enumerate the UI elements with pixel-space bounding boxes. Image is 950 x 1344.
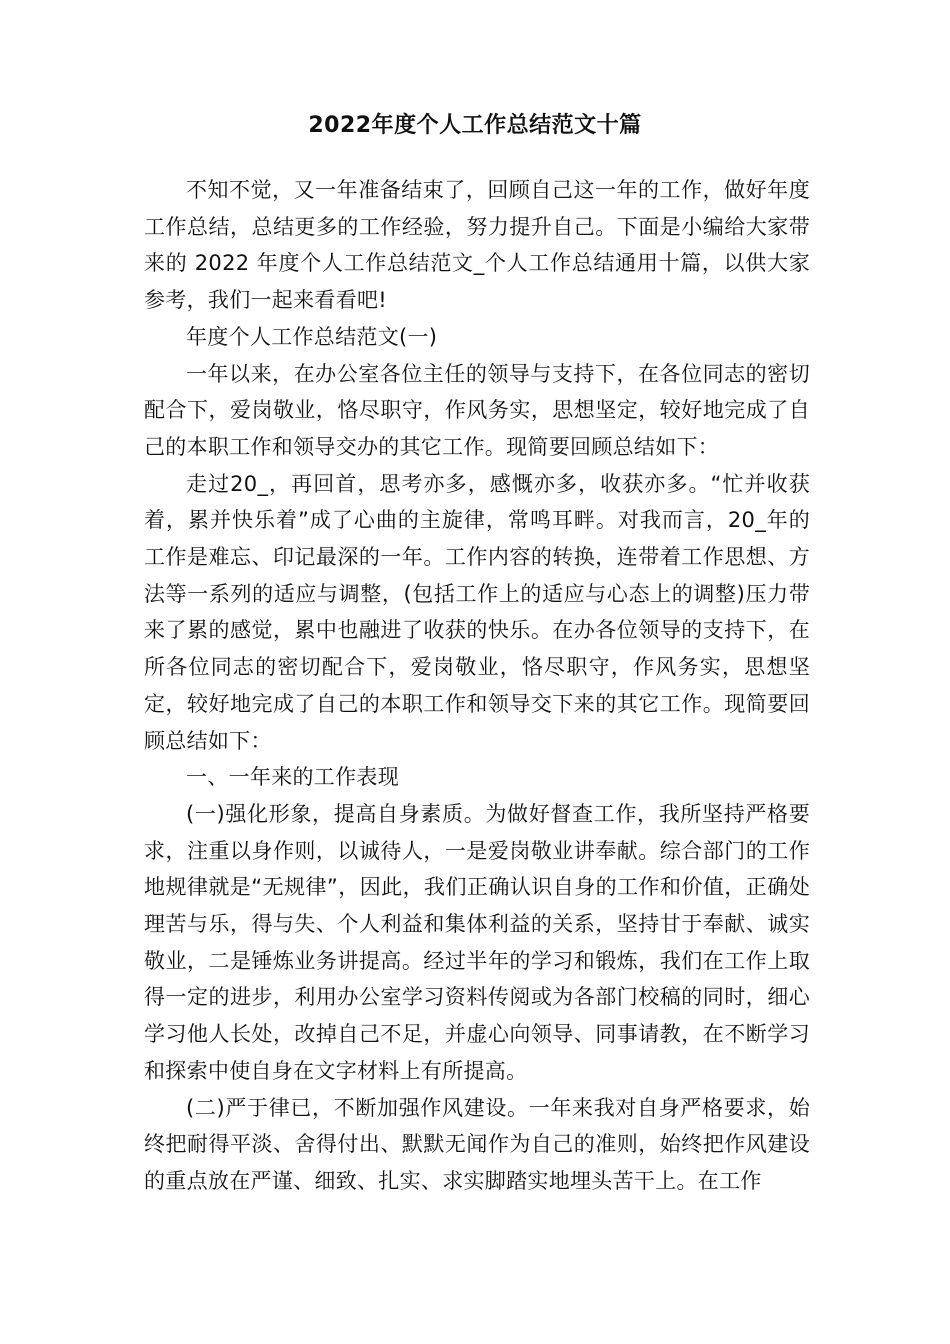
paragraph: 一年以来，在办公室各位主任的领导与支持下，在各位同志的密切配合下，爱岗敬业，恪尽职守，作风务实，思想坚定，较好地完成了自己的本职工作和领导交办的其它工作。现简要回顾总结如下： — [144, 361, 810, 459]
subsection-heading: 一、一年来的工作表现 — [186, 765, 399, 790]
section-heading: 年度个人工作总结范文(一) — [186, 324, 438, 349]
paragraph: (二)严于律已，不断加强作风建设。一年来我对自身严格要求，始终把耐得平淡、舍得付出、默默无闻作为自己的准则，始终把作风建设的重点放在严谨、细致、扎实、求实脚踏实地埋头苦干上。在工作 — [144, 1095, 810, 1193]
paragraph-intro: 不知不觉，又一年准备结束了，回顾自己这一年的工作，做好年度工作总结，总结更多的工作经验，努力提升自己。下面是小编给大家带来的 2022 年度个人工作总结范文_个人工作总结通用十篇，以供大家参考，我们一起来看看吧! — [144, 178, 810, 313]
document-title: 2022年度个人工作总结范文十篇 — [308, 113, 642, 138]
paragraph: (一)强化形象，提高自身素质。为做好督查工作，我所坚持严格要求，注重以身作则，以诚待人，一是爱岗敬业讲奉献。综合部门的工作地规律就是“无规律”，因此，我们正确认识自身的工作和价值，正确处理苦与乐，得与失、个人利益和集体利益的关系，坚持甘于奉献、诚实敬业，二是锤炼业务讲提高。经过半年的学习和锻炼，我们在工作上取得一定的进步，利用办公室学习资料传阅或为各部门校稿的同时，细心学习他人长处，改掉自己不足，并虚心向领导、同事请教，在不断学习和探索中使自身在文字材料上有所提高。 — [144, 801, 810, 1083]
document-body — [144, 172, 810, 1200]
paragraph: 走过20_，再回首，思考亦多，感慨亦多，收获亦多。“忙并收获着，累并快乐着”成了心曲的主旋律，常鸣耳畔。对我而言，20_年的工作是难忘、印记最深的一年。工作内容的转换，连带着工作思想、方法等一系列的适应与调整，(包括工作上的适应与心态上的调整)压力带来了累的感觉，累中也融进了收获的快乐。在办各位领导的支持下，在所各位同志的密切配合下，爱岗敬业，恪尽职守，作风务实，思想坚定，较好地完成了自己的本职工作和领导交下来的其它工作。现简要回顾总结如下： — [144, 471, 810, 753]
